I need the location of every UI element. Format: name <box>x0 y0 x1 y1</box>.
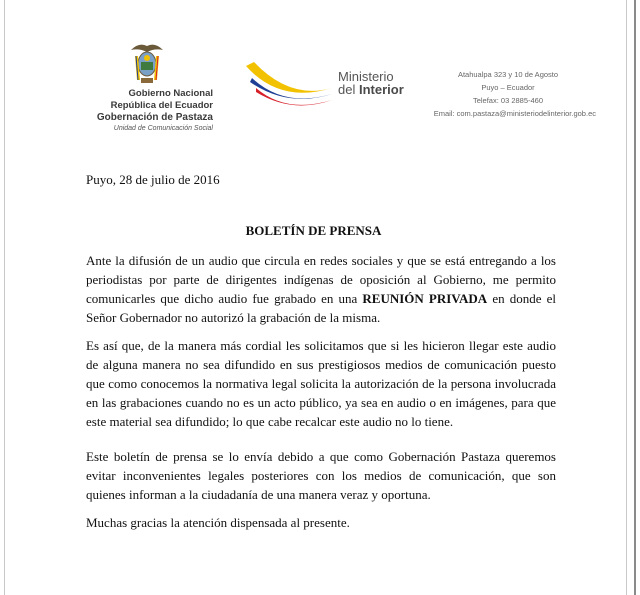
gov-line-2: República del Ecuador <box>110 100 213 111</box>
page-border-left <box>4 0 5 595</box>
document-date: Puyo, 28 de julio de 2016 <box>86 172 220 187</box>
page-shadow-right <box>634 0 636 595</box>
paragraph-1-bold: REUNIÓN PRIVADA <box>362 291 488 306</box>
gov-line-1: Gobierno Nacional <box>128 88 213 99</box>
contact-address: Atahualpa 323 y 10 de Agosto <box>457 70 559 79</box>
ministry-line-2-bold: Interior <box>358 82 404 97</box>
gov-unit: Unidad de Comunicación Social <box>113 125 213 132</box>
contact-city: Puyo – Ecuador <box>481 83 535 92</box>
paragraph-1-start: Ante la difusión de un audio que circula en redes sociales y que se está entregando a los periodistas por parte de dirigentes indígenas de oposición al Gobierno, me permito comunicarles que dicho audio fue grabado en una <box>86 253 556 306</box>
ministry-name <box>338 70 404 96</box>
paragraph-4: Muchas gracias la atención dispensada al presente. <box>86 515 350 530</box>
document-title: BOLETÍN DE PRENSA <box>245 223 382 238</box>
government-header <box>80 88 213 132</box>
ministry-line-2 <box>338 83 404 96</box>
paragraph-3: Este boletín de prensa se lo envía debido a que como Gobernación Pastaza queremos evitar inconvenientes legales posteriores con los medios de comunicación, que son quienes informan a la ciudadanía de una manera veraz y oportuna. <box>86 449 556 502</box>
ministry-logo-icon <box>240 56 335 116</box>
coat-of-arms-icon <box>127 40 167 88</box>
contact-phone: Telefax: 03 2885-460 <box>472 96 544 105</box>
gov-line-3: Gobernación de Pastaza <box>96 112 213 123</box>
paragraph-1 <box>86 251 556 327</box>
contact-email: Email: com.pastaza@ministeriodelinterior.gob.ec <box>433 109 596 118</box>
contact-block <box>420 68 596 120</box>
ministry-line-2-prefix: del <box>338 82 359 97</box>
paragraph-1-end: en donde el Señor Gobernador no autorizó la grabación de la misma. <box>86 291 556 325</box>
ministry-line-1: Ministerio <box>338 69 394 84</box>
page-border-right <box>626 0 627 595</box>
paragraph-2: Es así que, de la manera más cordial les solicitamos que si les hicieron llegar este audio de alguna manera no sea difundido en sus prestigiosos medios de comunicación puesto que como conocemos la normativa legal solicita la autorización de la persona involucrada en las grabaciones cuando no es un acto público, ya sea en audio o en imágenes, para que este material sea difundido; lo que cabe recalcar este audio no lo tiene. <box>86 338 556 429</box>
